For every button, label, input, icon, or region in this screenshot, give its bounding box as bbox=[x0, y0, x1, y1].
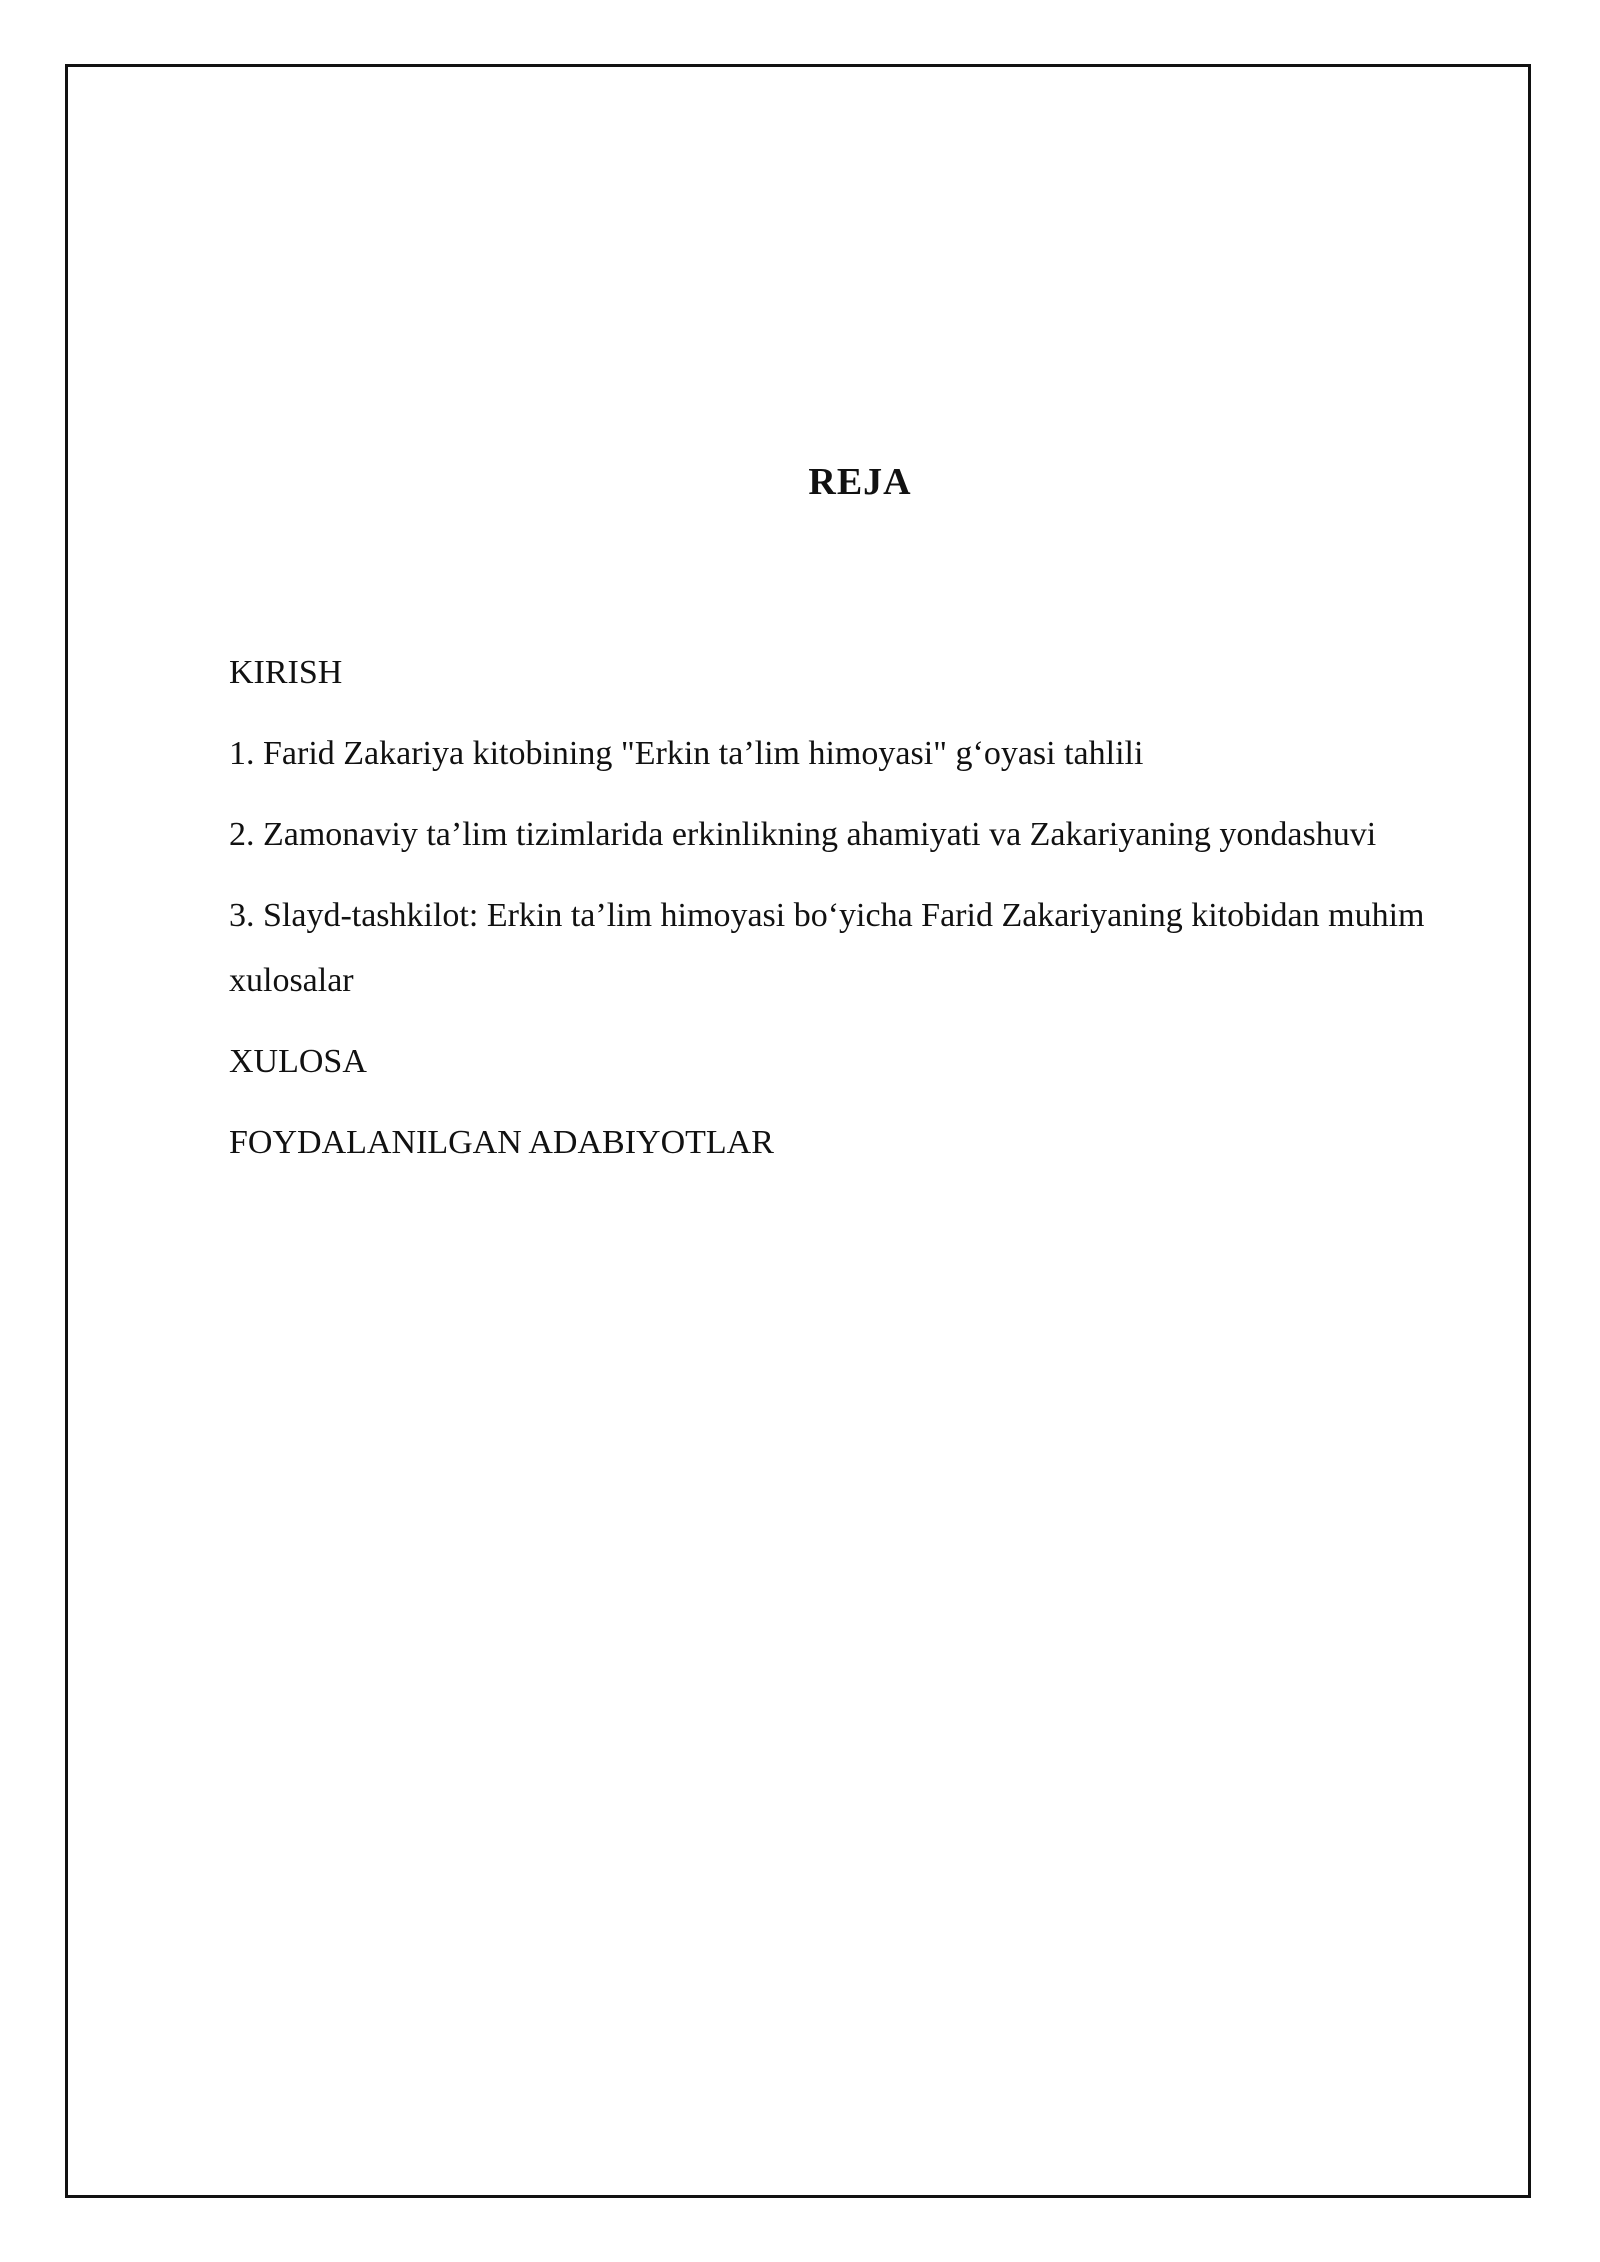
toc-item-chapter-3: 3. Slayd-tashkilot: Erkin ta’lim himoyasi bo‘yicha Farid Zakariyaning kitobidan muhim xulosalar bbox=[229, 897, 1425, 999]
toc-item-references: FOYDALANILGAN ADABIYOTLAR bbox=[229, 1124, 774, 1161]
toc-item-chapter-2: 2. Zamonaviy ta’lim tizimlarida erkinlikning ahamiyati va Zakariyaning yondashuvi bbox=[229, 816, 1377, 853]
table-of-contents bbox=[229, 640, 1469, 1191]
toc-item-introduction: KIRISH bbox=[229, 654, 343, 691]
page-title: REJA bbox=[808, 461, 912, 503]
toc-item-conclusion: XULOSA bbox=[229, 1043, 367, 1080]
toc-item-chapter-1: 1. Farid Zakariya kitobining "Erkin ta’lim himoyasi" g‘oyasi tahlili bbox=[229, 735, 1144, 772]
